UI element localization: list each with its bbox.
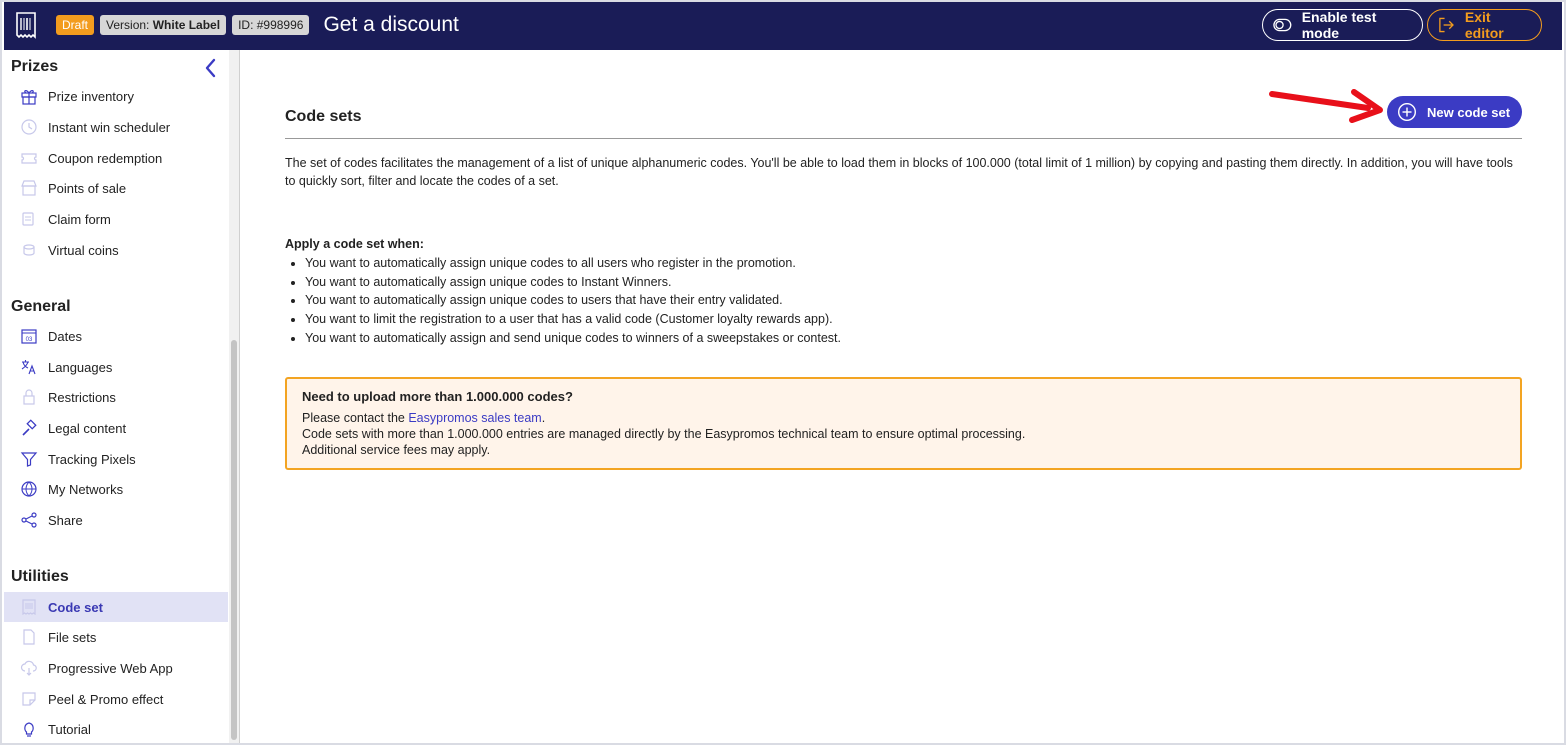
plus-circle-icon: [1397, 102, 1417, 122]
file-icon: [19, 627, 39, 647]
list-item: • You want to automatically assign unique codes to users that have their entry validated.: [305, 291, 1285, 310]
draft-badge: Draft: [56, 15, 94, 35]
hand-icon: [19, 209, 39, 229]
lightbulb-icon: [19, 719, 39, 739]
sidebar-item-label: Share: [48, 512, 83, 528]
version-value: White Label: [152, 18, 221, 32]
share-icon: [19, 510, 39, 530]
clock-icon: [19, 117, 39, 137]
sidebar-item-instant-win-scheduler[interactable]: [4, 112, 228, 142]
code-sets-description: The set of codes facilitates the management of a list of unique alphanumeric codes. You'll be able to load them in blocks of 100.000 (total limit of 1 million) by copying and pasting them directly. In addition, you will have tools to quickly sort, filter and locate the codes of a set.: [285, 156, 1513, 188]
apply-title: Apply a code set when:: [285, 237, 424, 251]
coins-icon: [19, 240, 39, 260]
sales-team-link[interactable]: Easypromos sales team: [408, 411, 542, 425]
sidebar-item-label: Tracking Pixels: [48, 451, 136, 467]
enable-test-mode-label: Enable test mode: [1301, 9, 1377, 41]
sidebar-item-label: Code set: [48, 599, 103, 615]
filter-icon: [19, 449, 39, 469]
sidebar-item-points-of-sale[interactable]: [4, 173, 228, 203]
toggle-icon: [1273, 18, 1292, 32]
title-divider: [285, 138, 1522, 139]
exit-editor-label: Exit editor: [1464, 9, 1504, 41]
red-arrow-annotation: [1268, 86, 1388, 126]
sidebar-item-dates[interactable]: [4, 321, 228, 351]
sidebar-item-code-set[interactable]: [4, 592, 228, 622]
notice-line-contact: [302, 410, 1505, 426]
sidebar-item-label: Tutorial: [48, 721, 91, 737]
calendar-icon: [19, 326, 39, 346]
sidebar-item-claim-form[interactable]: [4, 204, 228, 234]
calendar-day-text: 03: [25, 337, 33, 343]
lock-icon: [19, 387, 39, 407]
sidebar-item-file-sets[interactable]: [4, 622, 228, 652]
list-item: • You want to automatically assign unique codes to all users who register in the promotion.: [305, 254, 1285, 273]
sidebar-item-label: Claim form: [48, 211, 111, 227]
sidebar-item-label: Languages: [48, 359, 113, 375]
translate-icon: [19, 357, 39, 377]
list-item: • You want to automatically assign unique codes to Instant Winners.: [305, 273, 1285, 292]
sidebar-item-my-networks[interactable]: [4, 474, 228, 504]
sidebar: [4, 50, 229, 743]
sidebar-item-label: Legal content: [48, 420, 127, 436]
apply-section: [285, 235, 1285, 348]
sidebar-item-peel-promo-effect[interactable]: [4, 684, 228, 714]
sidebar-item-label: Instant win scheduler: [48, 119, 171, 135]
sidebar-item-languages[interactable]: [4, 352, 228, 382]
coupon-icon: [19, 148, 39, 168]
notice-title: Need to upload more than 1.000.000 codes?: [302, 389, 573, 404]
new-code-set-button[interactable]: [1387, 96, 1522, 128]
sidebar-item-restrictions[interactable]: [4, 382, 228, 412]
list-item: • You want to limit the registration to a user that has a valid code (Customer loyalty rewards app).: [305, 310, 1285, 329]
sidebar-item-coupon-redemption[interactable]: [4, 143, 228, 173]
sidebar-item-label: Prize inventory: [48, 88, 134, 104]
sidebar-item-label: Points of sale: [48, 180, 127, 196]
sidebar-item-label: Coupon redemption: [48, 150, 163, 166]
id-badge: ID: #998996: [232, 15, 309, 35]
new-code-set-label: New code set: [1427, 104, 1511, 120]
section-title-prizes: Prizes: [11, 58, 59, 75]
notice-line-technical: Code sets with more than 1.000.000 entries are managed directly by the Easypromos technical team to ensure optimal processing.: [302, 427, 1026, 441]
upload-limit-notice: [285, 377, 1522, 470]
sidebar-item-tracking-pixels[interactable]: [4, 444, 228, 474]
notice-line-fees: Additional service fees may apply.: [302, 443, 491, 457]
section-title-utilities: Utilities: [11, 568, 69, 585]
sidebar-item-progressive-web-app[interactable]: [4, 653, 228, 683]
sidebar-item-label: My Networks: [48, 481, 124, 497]
peel-icon: [19, 689, 39, 709]
main-content: [240, 50, 1562, 743]
sidebar-item-label: Dates: [48, 328, 82, 344]
section-title-general: General: [11, 298, 71, 315]
notice-contact-suffix: .: [541, 411, 546, 425]
version-label: Version:: [106, 18, 150, 32]
sidebar-item-label: Restrictions: [48, 389, 116, 405]
sidebar-item-label: Progressive Web App: [48, 660, 173, 676]
code-sets-title: Code sets: [285, 108, 362, 125]
gavel-icon: [19, 418, 39, 438]
exit-editor-button[interactable]: [1427, 9, 1542, 41]
sidebar-item-legal-content[interactable]: [4, 413, 228, 443]
sidebar-item-tutorial[interactable]: [4, 714, 228, 744]
top-bar: [4, 0, 1562, 50]
network-icon: [19, 479, 39, 499]
app-logo-icon[interactable]: [6, 0, 46, 50]
barcode-icon: [19, 597, 39, 617]
exit-icon: [1438, 17, 1455, 33]
sidebar-item-label: Peel & Promo effect: [48, 691, 164, 707]
version-badge: [100, 15, 226, 35]
sidebar-item-virtual-coins[interactable]: [4, 235, 228, 265]
list-item: • You want to automatically assign and send unique codes to winners of a sweepstakes or contest.: [305, 329, 1285, 348]
sidebar-scrollbar-thumb[interactable]: [231, 340, 237, 740]
page-title: Get a discount: [323, 13, 459, 36]
sidebar-item-share[interactable]: [4, 505, 228, 535]
collapse-sidebar-icon[interactable]: [202, 57, 220, 79]
sidebar-item-label: File sets: [48, 629, 97, 645]
sidebar-item-label: Virtual coins: [48, 242, 119, 258]
sidebar-item-prize-inventory[interactable]: [4, 81, 228, 111]
cloud-download-icon: [19, 658, 39, 678]
gift-icon: [19, 86, 39, 106]
apply-list: [285, 254, 1285, 348]
store-icon: [19, 178, 39, 198]
notice-contact-prefix: Please contact the: [302, 411, 409, 425]
enable-test-mode-button[interactable]: [1262, 9, 1423, 41]
